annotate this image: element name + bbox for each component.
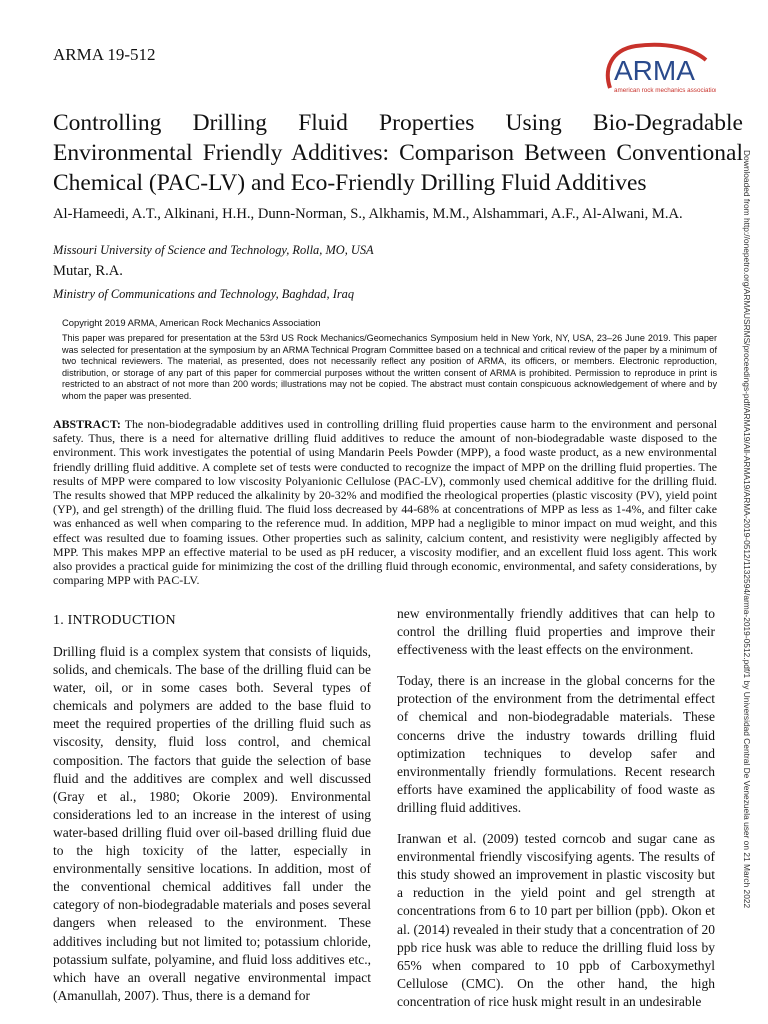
download-stamp-text: Downloaded from http://onepetro.org/ARMAUSRMS/proceedings-pdf/ARMA19/All-ARMA19/ARMA-2019-0512/1132594/arma-2019-0512.pdf/1 by Universidad Central De Venezuela user on 21 March 2022 [742,150,752,909]
affiliation-1: Missouri University of Science and Technology, Rolla, MO, USA [53,243,374,257]
copyright-line: Copyright 2019 ARMA, American Rock Mechanics Association [62,317,321,328]
abstract-label: ABSTRACT: [53,417,121,431]
right-column [397,605,715,1024]
author-list-1: Al-Hameedi, A.T., Alkinani, H.H., Dunn-Norman, S., Alkhamis, M.M., Alshammari, A.F., Al-Alwani, M.A. [53,206,683,222]
paper-title: Controlling Drilling Fluid Properties Using Bio-Degradable Environmental Friendly Additives: Comparison Between Conventional Chemical (PAC-LV) and Eco-Friendly Drilling Fluid Additives [53,110,743,196]
intro-paragraph: Today, there is an increase in the global concerns for the protection of the environment from the detrimental effect of chemical and non-biodegradable materials. These concerns drive the industry towards drilling fluid optimization techniques to develop safer and environmentally friendly formulations. Recent research efforts have examined the applicability of food waste as drilling fluid additives. [397,673,715,815]
symposium-notice: This paper was prepared for presentation at the 53rd US Rock Mechanics/Geomechanics Symposium held in New York, NY, USA, 23–26 June 2019. This paper was selected for presentation at the symposium by an ARMA Technical Program Committee based on a technical and critical review of the paper by a minimum of two technical reviewers. The material, as presented, does not necessarily reflect any position of ARMA, its officers, or members. Electronic reproduction, distribution, or storage of any part of this paper for commercial purposes without the written consent of ARMA is prohibited. Permission to reproduce in print is restricted to an abstract of not more than 200 words; illustrations may not be copied. The abstract must contain conspicuous acknowledgement of where and by whom the paper was presented. [62,333,717,401]
download-stamp [744,150,760,1020]
intro-paragraph: new environmentally friendly additives that can help to control the drilling fluid properties and improve their effectiveness with the least effects on the environment. [397,606,715,658]
logo-tagline: american rock mechanics association [614,87,716,94]
abstract-text: The non-biodegradable additives used in controlling drilling fluid properties cause harm to the environment and personal safety. Thus, there is a need for alternative drilling fluid additives to reduce the amount of non-biodegradable waste disposed to the environment. This work investigates the potential of using Mandarin Peels Powder (MPP), a food waste product, as a new environmental friendly drilling fluid additive. A complete set of tests were conducted to recognize the impact of MPP on the drilling fluid properties. The results of MPP were compared to low viscosity Polyanionic Cellulose (PAC-LV), commonly used chemical additive for the drilling fluid. The results showed that MPP reduced the alkalinity by 20-32% and modified the rheological properties (plastic viscosity (PV), yield point (YP), and gel strength) of the drilling fluid. The fluid loss decreased by 44-68% at concentrations of MPP as less as 1-4%, and filter cake was enhanced as well when comparing to the reference mud. In addition, MPP had a negligible to minor impact on mud weight, and this effect was resulted due to foaming issues. Other properties such as salinity, calcium content, and resistivity were negligibly affected by MPP. This makes MPP an effective material to be used as pH reducer, a viscosity modifier, and an excellent fluid loss agent. This work also provides a practical guide for minimizing the cost of the drilling fluid through economic, environmental, and safety considerations, by comparing MPP with PAC-LV. [53,417,717,588]
logo-text: ARMA [614,55,695,86]
left-column [53,613,371,1018]
affiliation-2: Ministry of Communications and Technology, Baghdad, Iraq [53,287,355,301]
intro-paragraph: Drilling fluid is a complex system that consists of liquids, solids, and chemicals. The base of the drilling fluid can be water, oil, or in some cases both. Several types of chemicals and polymers are added to the base fluid to meet the required properties of the drilling fluid such as viscosity, density, fluid loss control, and chemical composition. The factors that guide the selection of base fluid and the additives are complex and well discussed (Gray et al., 1980; Okorie 2009). Environmental considerations led to an increase in the interest of using water-based drilling fluid over oil-based drilling fluid due to the high toxicity of the latter, especially in environmentally sensitive locations. In addition, most of the conventional chemical additives fall under the category of non-biodegradable materials and poses several dangers when released to the environment. These additives including but not limited to; potassium chloride, potassium sulfate, polyamine, and fluid loss additives etc., which have an overall negative environmental impact (Amanullah, 2007). Thus, there is a demand for [53,644,371,1003]
section-heading-introduction: 1. INTRODUCTION [53,613,176,628]
paper-id: ARMA 19-512 [53,45,156,64]
intro-paragraph: Iranwan et al. (2009) tested corncob and sugar cane as environmental friendly viscosifying agents. The results of this study showed an improvement in plastic viscosity but a reduction in the yield point and gel strength at concentrations from 6 to 10 part per billion (ppb). Okon et al. (2014) revealed in their study that a concentration of 20 ppb rice husk was able to reduce the drilling fluid loss by 65% when compared to 10 ppb of Carboxymethyl Cellulose (CMC). On the other hand, the high concentration of rice husk might result in an undesirable [397,831,715,1009]
author-list-2: Mutar, R.A. [53,263,123,279]
arma-logo [596,40,716,100]
abstract [53,417,717,587]
